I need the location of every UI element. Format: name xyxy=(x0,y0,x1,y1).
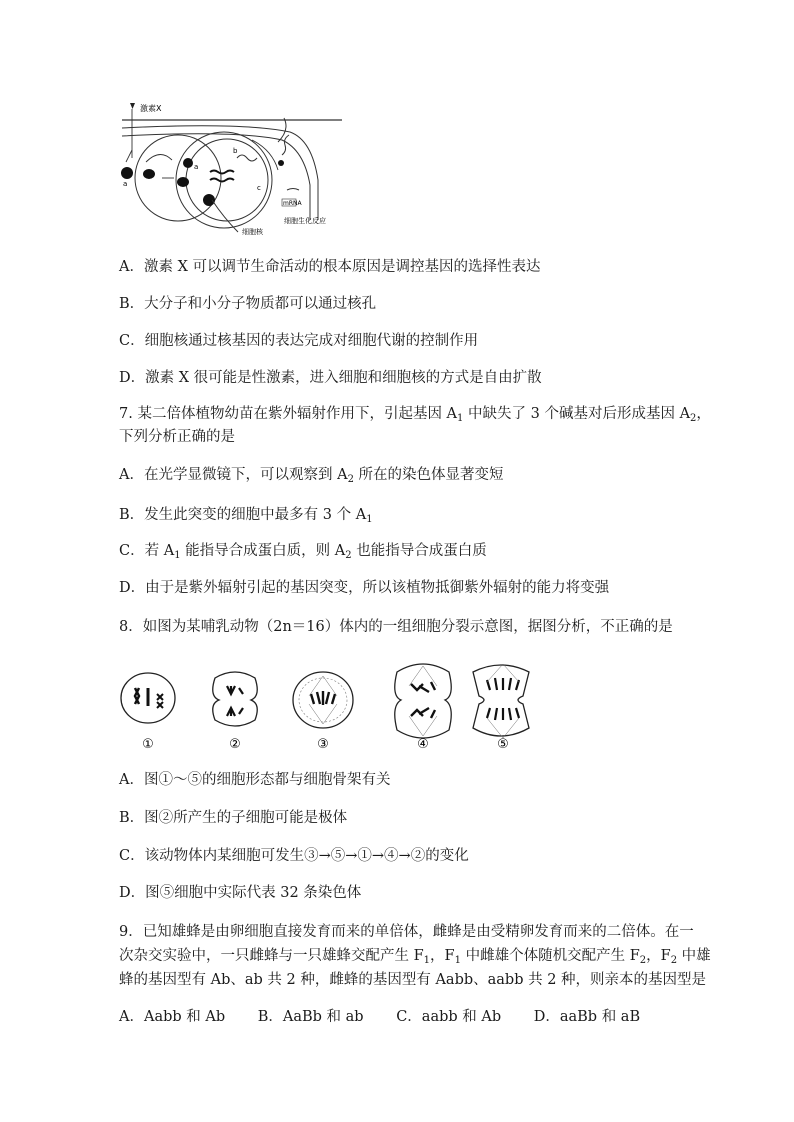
cell-division-figure xyxy=(115,656,535,756)
q8-stem: 8．如图为某哺乳动物（2n＝16）体内的一组细胞分裂示意图，据图分析，不正确的是 xyxy=(119,619,673,635)
q9-stem-line1: 9．已知雄蜂是由卵细胞直接发育而来的单倍体，雌蜂是由受精卵发育而来的二倍体。在一 xyxy=(119,924,694,940)
q9-option-d: D．aaBb 和 aB xyxy=(533,1009,641,1025)
q6-option-d: D．激素 X 很可能是性激素，进入细胞和细胞核的方式是自由扩散 xyxy=(119,370,542,386)
label-b: b xyxy=(233,147,238,155)
q7-stem-line2: 下列分析正确的是 xyxy=(119,429,235,445)
hormone-signaling-figure xyxy=(112,100,362,240)
q6-option-c: C．细胞核通过核基因的表达完成对细胞代谢的控制作用 xyxy=(119,333,479,349)
label-a2: a xyxy=(194,163,199,171)
label-nucleus: 细胞核 xyxy=(242,228,263,236)
label-c: c xyxy=(257,184,261,192)
q9-stem-line3: 蜂的基因型有 Ab、ab 共 2 种，雌蜂的基因型有 Aabb、aabb 共 2 种，则亲本的基因型是 xyxy=(119,972,707,988)
cell-1 xyxy=(121,673,175,723)
q8-option-b: B．图②所产生的子细胞可能是极体 xyxy=(119,810,348,826)
caption-2: ② xyxy=(229,737,241,752)
q6-option-a: A．激素 X 可以调节生命活动的根本原因是调控基因的选择性表达 xyxy=(119,259,541,275)
q8-option-c: C．该动物体内某细胞可发生③→⑤→①→④→②的变化 xyxy=(119,848,469,864)
q7-option-a: A．在光学显微镜下，可以观察到 $A_2$ 所在的染色体显著变短 xyxy=(119,467,504,485)
q9-option-a: A．Aabb 和 Ab xyxy=(119,1009,226,1025)
cell-4 xyxy=(395,664,452,738)
q6-option-b: B．大分子和小分子物质都可以通过核孔 xyxy=(119,296,377,312)
q9-stem-line2: 次杂交实验中，一只雌蜂与一只雄蜂交配产生 $F_1$，$F_1$ 中雌雄个体随机交配产生 $F_2$，$F_2$ 中雄 xyxy=(119,948,711,966)
q9-option-b: B．AaBb 和 ab xyxy=(257,1009,364,1025)
q8-option-d: D．图⑤细胞中实际代表 32 条染色体 xyxy=(119,885,362,901)
label-mrna: mRNA xyxy=(283,200,302,207)
label-reaction: 细胞生化反应 xyxy=(284,217,326,225)
q7-option-b: B．发生此突变的细胞中最多有 3 个 $A_1$ xyxy=(119,507,373,525)
hormone-x-label: 激素X xyxy=(140,104,162,113)
caption-1: ① xyxy=(142,737,154,752)
q7-option-d: D．由于是紫外辐射引起的基因突变，所以该植物抵御紫外辐射的能力将变强 xyxy=(119,580,610,596)
q8-option-a: A．图①～⑤的细胞形态都与细胞骨架有关 xyxy=(119,772,391,788)
q7-stem-line1: 7. 某二倍体植物幼苗在紫外辐射作用下，引起基因 $A_1$ 中缺失了 3 个碱基对后形成基因 $A_2$， xyxy=(119,406,711,424)
cell-2 xyxy=(213,672,258,726)
caption-3: ③ xyxy=(317,737,329,752)
caption-4: ④ xyxy=(417,737,429,752)
cell-3 xyxy=(293,672,353,728)
q7-option-c: C．若 $A_1$ 能指导合成蛋白质，则 $A_2$ 也能指导合成蛋白质 xyxy=(119,543,487,561)
q9-option-c: C．aabb 和 Ab xyxy=(396,1009,502,1025)
cell-5 xyxy=(473,664,529,738)
label-a1: a xyxy=(123,180,128,188)
caption-5: ⑤ xyxy=(497,737,509,752)
q9-options xyxy=(119,1007,668,1027)
